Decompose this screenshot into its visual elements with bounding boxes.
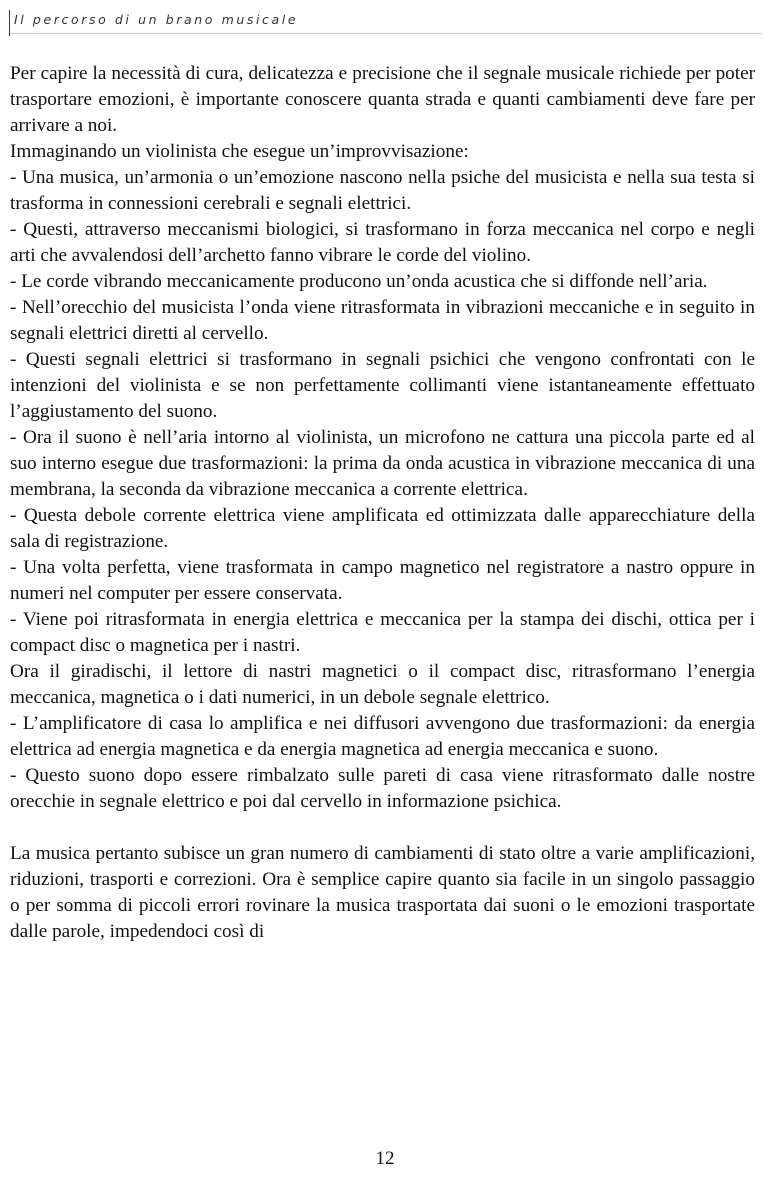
paragraph-spacer bbox=[10, 815, 755, 841]
list-item-ear: - Nell’orecchio del musicista l’onda viene ritrasformata in vibrazioni meccaniche e in seguito in segnali elettrici diretti al cervello. bbox=[10, 297, 755, 344]
list-item-amplifier: - L’amplificatore di casa lo amplifica e nei diffusori avvengono due trasformazioni: da energia elettrica ad energia magnetica e da energia magnetica ad energia meccanica e suono. bbox=[10, 713, 755, 760]
paragraph-conclusion: La musica pertanto subisce un gran numero di cambiamenti di stato oltre a varie amplificazioni, riduzioni, trasporti e correzioni. Ora è semplice capire quanto sia facile in un singolo passaggio o per somma di piccoli errori rovinare la musica trasportata dai suoni o le emozioni trasportate dalle parole, impedendoci così di bbox=[10, 843, 755, 942]
header-rule bbox=[10, 33, 762, 34]
paragraph-intro: Per capire la necessità di cura, delicatezza e precisione che il segnale musicale richiede per poter trasportare emozioni, è importante conoscere quanta strada e quanti cambiamenti deve fare per arrivare a noi. bbox=[10, 63, 755, 136]
list-item-psyche: - Una musica, un’armonia o un’emozione nascono nella psiche del musicista e nella sua testa si trasforma in connessioni cerebrali e segnali elettrici. bbox=[10, 167, 755, 214]
body-text bbox=[10, 61, 755, 945]
list-item-psychic-signals: - Questi segnali elettrici si trasformano in segnali psichici che vengono confrontati con le intenzioni del violinista e se non perfettamente collimanti viene istantaneamente effettuato l’aggiustamento del suono. bbox=[10, 349, 755, 422]
list-item-listener: - Questo suono dopo essere rimbalzato sulle pareti di casa viene ritrasformato dalle nostre orecchie in segnale elettrico e poi dal cervello in informazione psichica. bbox=[10, 765, 755, 812]
running-header bbox=[9, 10, 762, 36]
list-item-microphone: - Ora il suono è nell’aria intorno al violinista, un microfono ne cattura una piccola parte ed al suo interno esegue due trasformazioni: la prima da onda acustica in vibrazione meccanica di una membrana, la seconda da vibrazione meccanica a corrente elettrica. bbox=[10, 427, 755, 500]
page-number: 12 bbox=[375, 1148, 395, 1169]
running-title: Il percorso di un brano musicale bbox=[14, 12, 299, 27]
list-item-amplification: - Questa debole corrente elettrica viene amplificata ed ottimizzata dalle apparecchiature della sala di registrazione. bbox=[10, 505, 755, 552]
list-item-strings: - Le corde vibrando meccanicamente producono un’onda acustica che si diffonde nell’aria. bbox=[10, 271, 708, 292]
paragraph-playback: Ora il giradischi, il lettore di nastri magnetici o il compact disc, ritrasformano l’energia meccanica, magnetica o i dati numerici, in un debole segnale elettrico. bbox=[10, 661, 755, 708]
list-item-printing: - Viene poi ritrasformata in energia elettrica e meccanica per la stampa dei dischi, ottica per i compact disc o magnetica per i nastri. bbox=[10, 609, 755, 656]
list-item-recording: - Una volta perfetta, viene trasformata in campo magnetico nel registratore a nastro oppure in numeri nel computer per essere conservata. bbox=[10, 557, 755, 604]
paragraph-violinist: Immaginando un violinista che esegue un’improvvisazione: bbox=[10, 141, 469, 162]
list-item-mechanical-force: - Questi, attraverso meccanismi biologici, si trasformano in forza meccanica nel corpo e negli arti che avvalendosi dell’archetto fanno vibrare le corde del violino. bbox=[10, 219, 755, 266]
